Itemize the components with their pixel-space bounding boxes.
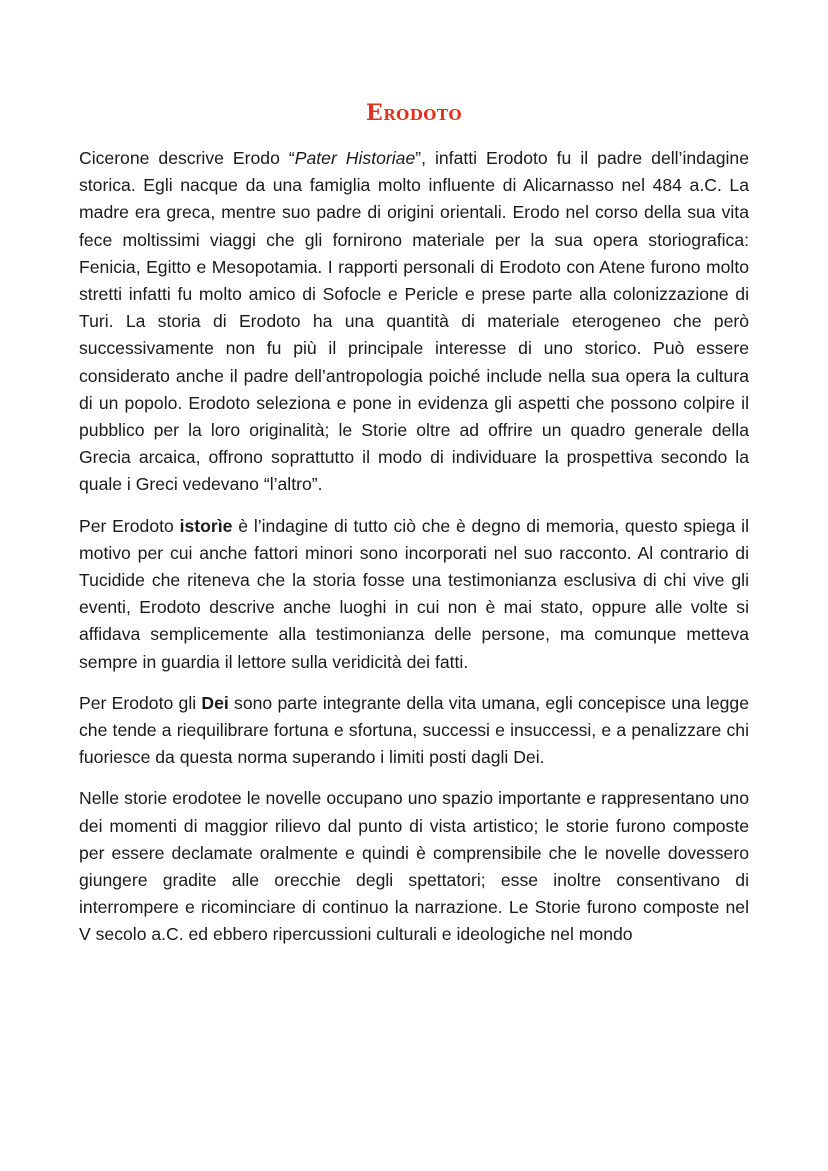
paragraph-text: ”, infatti Erodoto fu il padre dell’indagine storica. Egli nacque da una famiglia molto influente di Alicarnasso nel 484 a.C. La madre era greca, mentre suo padre di origini orientali. Erodo nel corso della sua vita fece moltissimi viaggi che gli fornirono materiale per la sua opera storiografica: Fenicia, Egitto e Mesopotamia. I rapporti personali di Erodoto con Atene furono molto stretti infatti fu molto amico di Sofocle e Pericle e prese parte alla colonizzazione di Turi. La storia di Erodoto ha una quantità di materiale eterogeneo che però successivamente non fu più il principale interesse di uno storico. Può essere considerato anche il padre dell’antropologia poiché include nella sua opera la cultura di un popolo. Erodoto seleziona e pone in evidenza gli aspetti che possono colpire il pubblico per la loro originalità; le Storie oltre ad offrire un quadro generale della Grecia arcaica, offrono soprattutto il modo di individuare la prospettiva secondo la quale i Greci vedevano “l’altro”. — [79, 148, 749, 495]
paragraph-text: Per Erodoto — [79, 515, 180, 536]
paragraph-intro — [79, 145, 749, 499]
bold-term: Dei — [201, 692, 229, 713]
italic-phrase: Pater Historiae — [294, 148, 416, 168]
paragraph-text: Nelle storie erodotee le novelle occupano uno spazio importante e rappresentano uno dei momenti di maggior rilievo dal punto di vista artistico; le storie furono composte per essere declamate oralmente e quindi è comprensibile che le novelle dovessero giungere gradite alle orecchie degli spettatori; esse inoltre consentivano di interrompere e ricominciare di continuo la narrazione. Le Storie furono composte nel V secolo a.C. ed ebbero ripercussioni culturali e ideologiche nel mondo — [79, 788, 749, 945]
paragraph-istorie — [79, 513, 749, 676]
document-title: Erodoto — [365, 100, 463, 126]
paragraph-text: Per Erodoto gli — [79, 692, 202, 713]
document-body — [79, 145, 749, 963]
paragraph-dei — [79, 690, 749, 772]
paragraph-text: Cicerone descrive Erodo “ — [79, 148, 295, 168]
paragraph-text: sono parte integrante della vita umana, egli concepisce una legge che tende a riequilibrare fortuna e sfortuna, successi e insuccessi, e a penalizzare chi fuoriesce da questa norma superando i limiti posti dagli Dei. — [79, 692, 749, 768]
paragraph-text: è l’indagine di tutto ciò che è degno di memoria, questo spiega il motivo per cui anche fattori minori sono incorporati nel suo racconto. Al contrario di Tucidide che riteneva che la storia fosse una testimonianza esclusiva di chi vive gli eventi, Erodoto descrive anche luoghi in cui non è mai stato, oppure alle volte si affidava semplicemente alla testimonianza delle persone, ma comunque metteva sempre in guardia il lettore sulla veridicità dei fatti. — [79, 515, 749, 672]
bold-term: istorìe — [179, 515, 233, 536]
paragraph-novelle — [79, 785, 749, 948]
